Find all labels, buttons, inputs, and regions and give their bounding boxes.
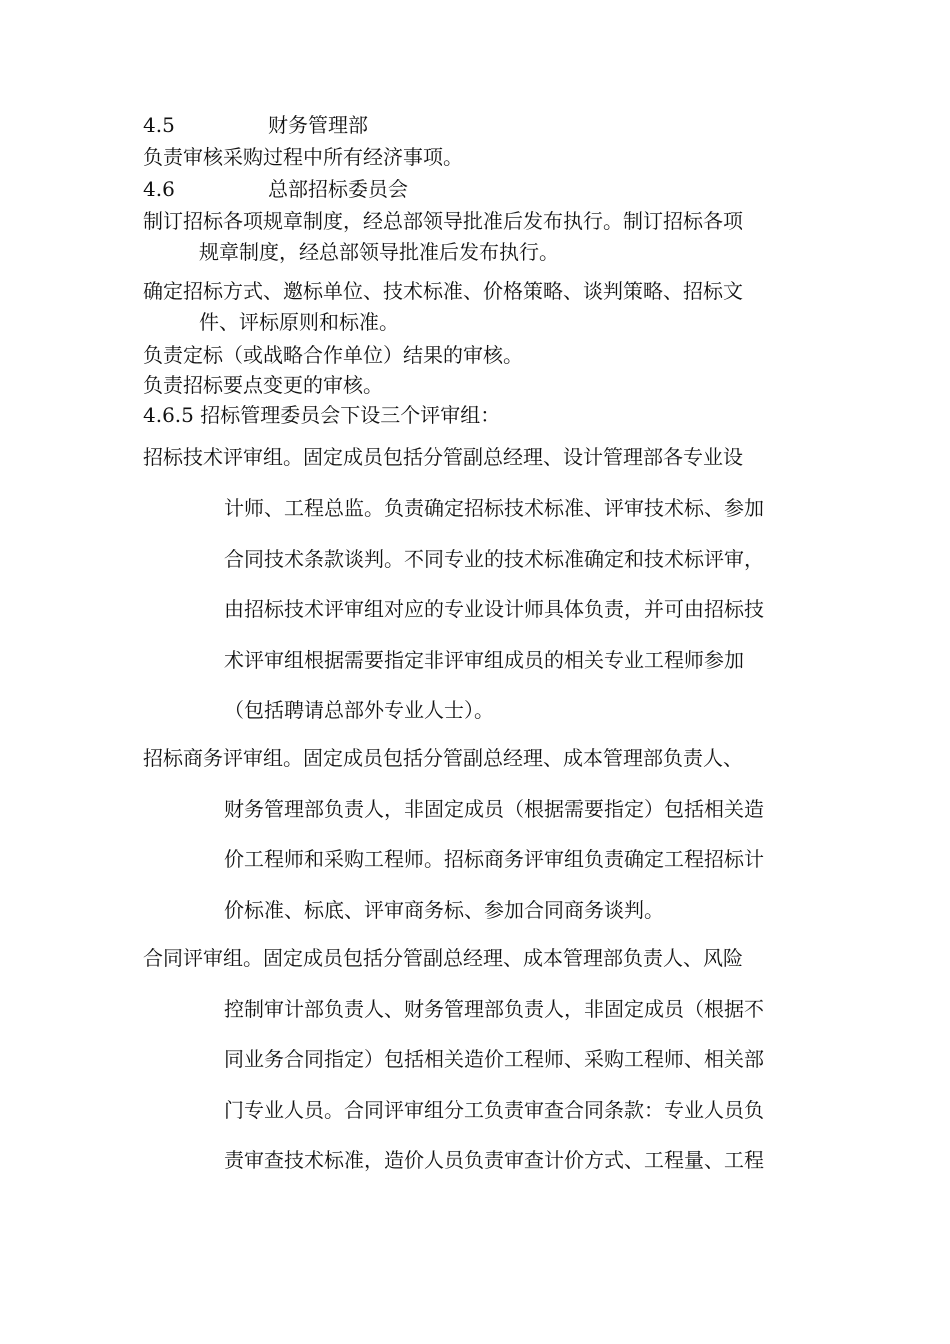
biz-group-line: 价标准、标底、评审商务标、参加合同商务谈判。 [224,898,664,922]
tech-group-line: 由招标技术评审组对应的专业设计师具体负责，并可由招标技 [224,597,764,621]
section-number: 4.5 [143,113,175,137]
section-title: 总部招标委员会 [268,177,408,201]
tech-group-line: 合同技术条款谈判。不同专业的技术标准确定和技术标评审， [224,547,764,571]
biz-group-line: 招标商务评审组。固定成员包括分管副总经理、成本管理部负责人、 [143,746,743,770]
section-number: 4.6 [143,177,175,201]
contract-group-line: 门专业人员。合同评审组分工负责审查合同条款：专业人员负 [224,1098,764,1122]
item2-line: 确定招标方式、邀标单位、技术标准、价格策略、谈判策略、招标文 [143,279,743,303]
contract-group-line: 同业务合同指定）包括相关造价工程师、采购工程师、相关部 [224,1047,764,1071]
item2-line: 件、评标原则和标准。 [199,310,399,334]
section-4-6-5-heading: 4.6.5 招标管理委员会下设三个评审组： [143,403,501,427]
tech-group-line: 招标技术评审组。固定成员包括分管副总经理、设计管理部各专业设 [143,445,743,469]
tech-group-line: 计师、工程总监。负责确定招标技术标准、评审技术标、参加 [224,496,764,520]
finance-duty: 负责审核采购过程中所有经济事项。 [143,145,463,169]
contract-group-line: 合同评审组。固定成员包括分管副总经理、成本管理部负责人、风险 [143,946,743,970]
section-title: 财务管理部 [268,113,368,137]
section-4-6-heading [143,177,408,201]
item1-line: 规章制度，经总部领导批准后发布执行。 [199,240,559,264]
item4: 负责招标要点变更的审核。 [143,373,383,397]
tech-group-line: （包括聘请总部外专业人士）。 [224,698,494,722]
item3: 负责定标（或战略合作单位）结果的审核。 [143,343,523,367]
contract-group-line: 责审查技术标准，造价人员负责审查计价方式、工程量、工程 [224,1148,764,1172]
biz-group-line: 价工程师和采购工程师。招标商务评审组负责确定工程招标计 [224,847,764,871]
item1-line: 制订招标各项规章制度，经总部领导批准后发布执行。制订招标各项 [143,209,743,233]
contract-group-line: 控制审计部负责人、财务管理部负责人，非固定成员（根据不 [224,997,764,1021]
tech-group-line: 术评审组根据需要指定非评审组成员的相关专业工程师参加 [224,648,744,672]
biz-group-line: 财务管理部负责人，非固定成员（根据需要指定）包括相关造 [224,797,764,821]
section-4-5-heading [143,113,368,137]
